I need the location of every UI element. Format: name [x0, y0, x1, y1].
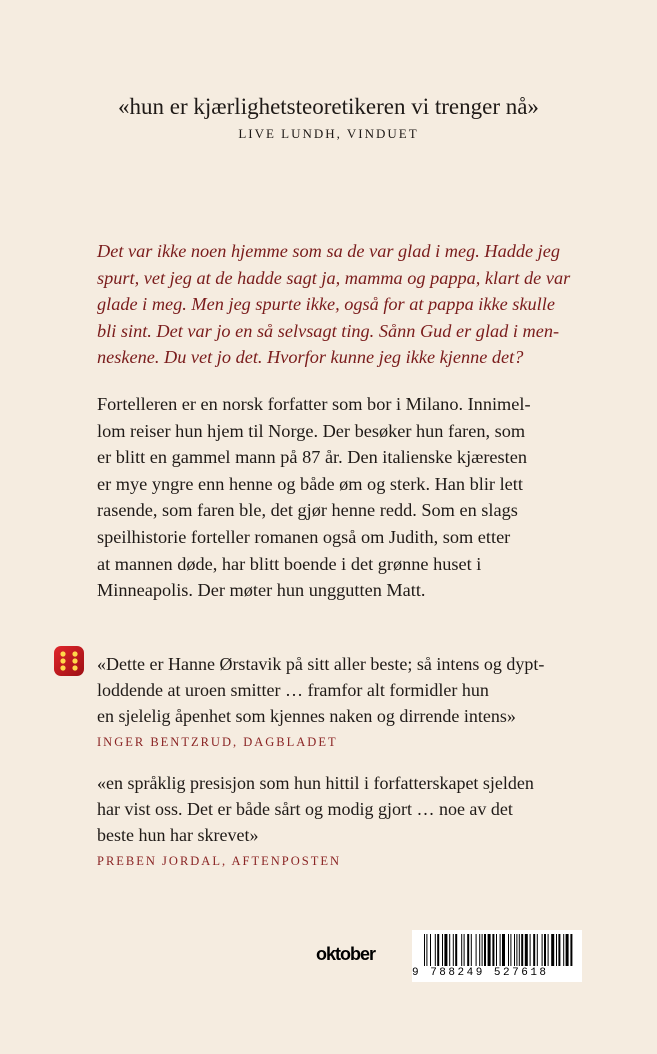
barcode-bar: [530, 934, 531, 966]
barcode-bar: [464, 934, 465, 966]
barcode-bar: [508, 934, 509, 966]
barcode-bar: [444, 934, 447, 966]
publisher-logo: oktober: [316, 944, 376, 964]
excerpt: [97, 238, 571, 371]
dice-body: [54, 646, 84, 676]
review-aftenposten: [97, 770, 587, 872]
barcode-bar: [510, 934, 511, 966]
excerpt-line: Det var ikke noen hjemme som sa de var glad i meg. Hadde jeg: [97, 241, 561, 261]
barcode-bar: [426, 934, 427, 966]
barcode-bar: [455, 934, 457, 966]
review-line: beste hun har skrevet»: [97, 825, 259, 845]
review-attribution: PREBEN JORDAL, AFTENPOSTEN: [97, 854, 342, 868]
barcode-bar: [437, 934, 439, 966]
review-line: «en språklig presisjon som hun hittil i forfatterskapet sjelden: [97, 773, 534, 793]
blurb: [97, 391, 567, 604]
barcode-bar: [471, 934, 472, 966]
barcode-bar: [548, 934, 549, 966]
excerpt-line: glade i meg. Men jeg spurte ikke, også for at pappa ikke skulle: [97, 294, 555, 315]
blurb-line: lom reiser hun hjem til Norge. Der besøker hun faren, som: [97, 420, 526, 441]
review-line: «Dette er Hanne Ørstavik på sitt aller beste; så intens og dypt-: [97, 654, 545, 674]
barcode-bar: [492, 934, 494, 966]
barcode-bar: [516, 934, 517, 966]
barcode-bar: [442, 934, 443, 966]
dice-pip: [72, 665, 77, 670]
blurb-line: Minneapolis. Der møter hun unggutten Matt.: [97, 580, 426, 601]
barcode-bar: [496, 934, 497, 966]
review-line: har vist oss. Det er både sårt og modig gjort … noe av det: [97, 799, 513, 819]
barcode-bar: [519, 934, 520, 966]
dice-pip: [60, 665, 65, 670]
barcode-bar: [476, 934, 477, 966]
barcode-bar: [435, 934, 436, 966]
blurb-line: Fortelleren er en norsk forfatter som bor i Milano. Innimel-: [97, 394, 531, 414]
barcode-bar: [551, 934, 554, 966]
top-quote: «hun er kjærlighetsteoretikeren vi trenger nå»: [118, 94, 539, 119]
excerpt-line: bli sint. Det var jo en så selvsagt ting. Sånn Gud er glad i men-: [97, 320, 560, 341]
barcode-bar: [479, 934, 480, 966]
barcode-bar: [424, 934, 425, 966]
barcode-bar: [533, 934, 535, 966]
barcode-bar: [558, 934, 560, 966]
barcode-bar: [449, 934, 450, 966]
review-line: en sjelelig åpenhet som kjennes naken og dirrende intens»: [97, 706, 516, 726]
barcode-bar: [467, 934, 469, 966]
barcode-bar: [514, 934, 515, 966]
barcode-bar: [556, 934, 557, 966]
blurb-line: speilhistorie forteller romanen også om Judith, som etter: [97, 526, 511, 547]
barcode-bar: [537, 934, 538, 966]
blurb-line: er blitt en gammel mann på 87 år. Den italienske kjæresten: [97, 447, 527, 468]
barcode-bar: [566, 934, 569, 966]
review-attribution: INGER BENTZRUD, DAGBLADET: [97, 735, 338, 749]
dice-pip: [72, 658, 77, 663]
dice-pip: [60, 658, 65, 663]
dice-pip: [72, 651, 77, 656]
excerpt-line: spurt, vet jeg at de hadde sagt ja, mamma og pappa, klart de var: [97, 267, 571, 288]
barcode-bar: [488, 934, 491, 966]
blurb-line: er mye yngre enn henne og både øm og sterk. Han blir lett: [97, 473, 523, 494]
barcode-bars: [424, 934, 574, 966]
dice-pip: [60, 651, 65, 656]
dice-six-icon: [52, 644, 86, 678]
blurb-line: rasende, som faren ble, det gjør henne redd. Som en slags: [97, 500, 518, 521]
blurb-line: at mannen døde, har blitt boende i det grønne huset i: [97, 553, 482, 574]
review-text: [97, 770, 587, 848]
barcode-bar: [570, 934, 572, 966]
barcode-bar: [563, 934, 564, 966]
review-line: loddende at uroen smitter … framfor alt formidler hun: [97, 680, 489, 700]
barcode-bar: [482, 934, 483, 966]
excerpt-line: neskene. Du vet jo det. Hvorfor kunne jeg ikke kjenne det?: [97, 347, 524, 368]
barcode-bar: [544, 934, 546, 966]
isbn-number: 9 788249 527618: [412, 967, 549, 979]
barcode-bar: [542, 934, 543, 966]
barcode-bar: [484, 934, 486, 966]
top-quote-attribution: LIVE LUNDH, VINDUET: [238, 126, 419, 141]
barcode: [412, 930, 582, 982]
barcode-bar: [502, 934, 505, 966]
barcode-bar: [461, 934, 462, 966]
barcode-bar: [521, 934, 523, 966]
review-dagbladet: [97, 651, 587, 753]
barcode-bar: [525, 934, 528, 966]
barcode-bar: [453, 934, 454, 966]
barcode-bar: [430, 934, 431, 966]
review-text: [97, 651, 587, 729]
barcode-bar: [500, 934, 501, 966]
